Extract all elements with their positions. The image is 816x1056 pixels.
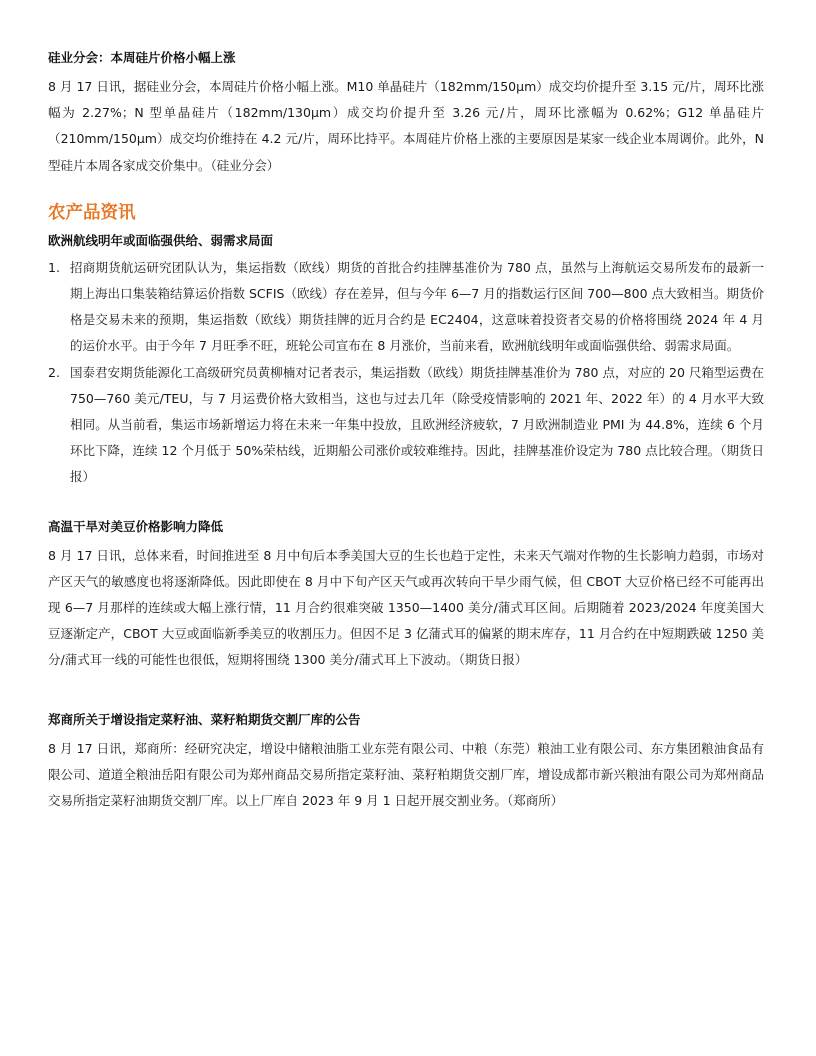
article-title: 欧洲航线明年或面临强供给、弱需求局面: [48, 232, 274, 248]
article-europe-shipping: [48, 231, 764, 491]
numbered-paragraph: [48, 255, 764, 360]
section-heading-agri: 农产品资讯: [48, 202, 136, 223]
paragraph-number: 2.: [48, 364, 60, 380]
article-body: 8 月 17 日讯，总体来看，时间推进至 8 月中旬后本季美国大豆的生长也趋于定性，未来天气端对作物的生长影响力趋弱，市场对产区天气的敏感度也将逐渐降低。因此即使在 8 月中下旬产区天气或再次转向干旱少雨气候，但 CBOT 大豆价格已经不可能再出现 6—7 月那样的连续或大幅上涨行情，11 月合约很难突破 1350—1400 美分/蒲式耳区间。后期随着 2023/2024 年度美国大豆逐渐定产，CBOT 大豆或面临新季美豆的收割压力。但因不足 3 亿蒲式耳的偏紧的期末库存，11 月合约在中短期跌破 1250 美分/蒲式耳一线的可能性也很低，短期将围绕 1300 美分/蒲式耳上下波动。（期货日报）: [48, 547, 764, 668]
paragraph-text: 国泰君安期货能源化工高级研究员黄柳楠对记者表示，集运指数（欧线）期货挂牌基准价为 780 点，对应的 20 尺箱型运费在 750—760 美元/TEU，与 7 月运费价格大致相当，这也与过去几年（除受疫情影响的 2021 年、2022 年）的 4 月水平大致相同。从当前看，集运市场新增运力将在未来一年集中投放，且欧洲经济疲软，7 月欧洲制造业 PMI 为 44.8%，连续 6 个月环比下降，连续 12 个月低于 50%荣枯线，近期船公司涨价或较难维持。因此，挂牌基准价设定为 780 点比较合理。（期货日报）: [70, 364, 764, 485]
article-soybean: [48, 517, 764, 674]
article-silicon-wafer: [48, 48, 764, 179]
article-body: 8 月 17 日讯，据硅业分会，本周硅片价格小幅上涨。M10 单晶硅片（182mm/150μm）成交均价提升至 3.15 元/片，周环比涨幅为 2.27%；N 型单晶硅片（182mm/130μm）成交均价提升至 3.26 元/片，周环比涨幅为 0.62%；G12 单晶硅片（210mm/150μm）成交均价维持在 4.2 元/片，周环比持平。本周硅片价格上涨的主要原因是某家一线企业本周调价。此外，N 型硅片本周各家成交价集中。（硅业分会）: [48, 79, 764, 173]
article-title: 郑商所关于增设指定菜籽油、菜籽粕期货交割厂库的公告: [48, 711, 361, 727]
numbered-paragraph: [48, 360, 764, 491]
paragraph-number: 1.: [48, 259, 60, 275]
article-body: 8 月 17 日讯，郑商所：经研究决定，增设中储粮油脂工业东莞有限公司、中粮（东莞）粮油工业有限公司、东方集团粮油食品有限公司、道道全粮油岳阳有限公司为郑州商品交易所指定菜籽油、菜籽粕期货交割厂库，增设成都市新兴粮油有限公司为郑州商品交易所指定菜籽油期货交割厂库。以上厂库自 2023 年 9 月 1 日起开展交割业务。（郑商所）: [48, 740, 764, 809]
paragraph-text: 招商期货航运研究团队认为，集运指数（欧线）期货的首批合约挂牌基准价为 780 点，虽然与上海航运交易所发布的最新一期上海出口集装箱结算运价指数 SCFIS（欧线）存在差异，但与今年 6—7 月的指数运行区间 700—800 点大致相当。期货价格是交易未来的预期，集运指数（欧线）期货挂牌的近月合约是 EC2404，这意味着投资者交易的价格将围绕 2024 年 4 月的运价水平。由于今年 7 月旺季不旺，班轮公司宣布在 8 月涨价，当前来看，欧洲航线明年或面临强供给、弱需求局面。: [70, 259, 764, 354]
article-zce-announcement: [48, 710, 764, 815]
article-title: 高温干旱对美豆价格影响力降低: [48, 518, 224, 534]
article-title: 硅业分会：本周硅片价格小幅上涨: [48, 50, 236, 65]
